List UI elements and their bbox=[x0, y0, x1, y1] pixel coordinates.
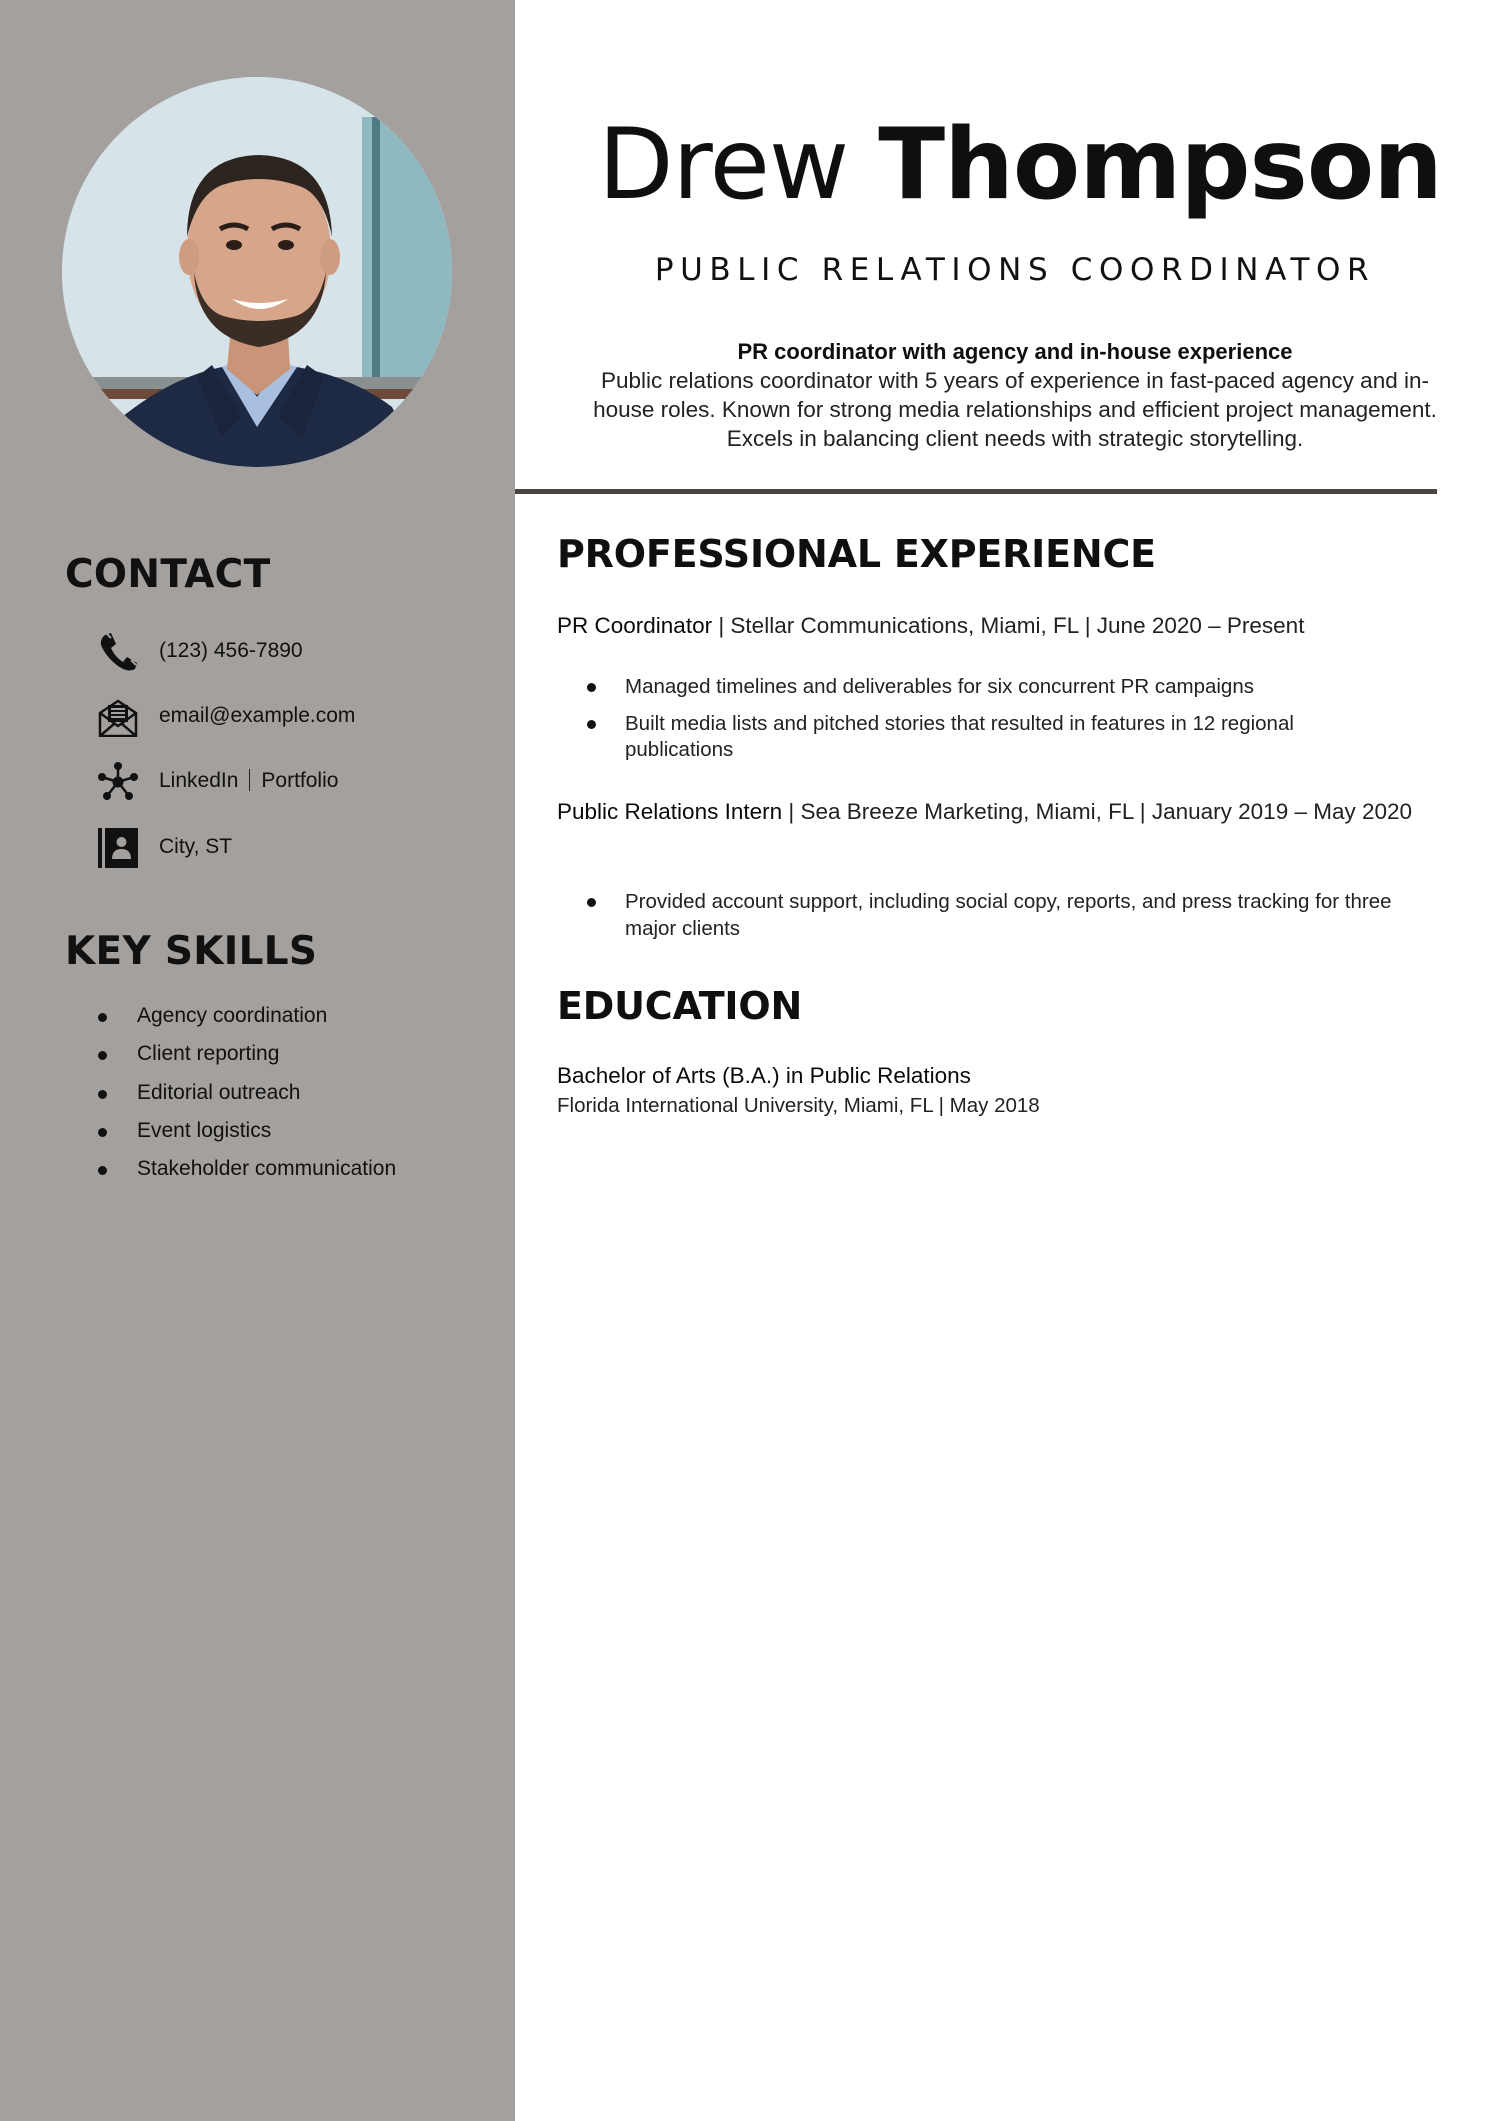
contact-book-icon bbox=[98, 828, 138, 868]
job-details: | Stellar Communications, Miami, FL | June 2020 – Present bbox=[712, 613, 1305, 638]
sidebar bbox=[0, 0, 515, 2121]
envelope-icon bbox=[98, 697, 138, 737]
skill-item: Client reporting bbox=[96, 1042, 396, 1080]
skill-item: Agency coordination bbox=[96, 1004, 396, 1042]
experience-heading: PROFESSIONAL EXPERIENCE bbox=[557, 532, 1156, 576]
job-entry-header bbox=[557, 612, 1417, 640]
profile-photo bbox=[62, 77, 452, 467]
education-heading: EDUCATION bbox=[557, 984, 803, 1028]
job-bullet: Built media lists and pitched stories that resulted in features in 12 regional publications bbox=[586, 711, 1406, 764]
skills-heading: KEY SKILLS bbox=[65, 929, 318, 974]
linkedin-link[interactable]: LinkedIn bbox=[159, 769, 239, 792]
summary bbox=[575, 337, 1455, 453]
location: City, ST bbox=[159, 835, 233, 858]
education-school: Florida International University, Miami, FL | May 2018 bbox=[557, 1094, 1040, 1117]
contact-heading: CONTACT bbox=[65, 552, 271, 597]
job-bullets bbox=[586, 674, 1406, 774]
header-divider bbox=[515, 489, 1437, 494]
contact-links-text bbox=[159, 769, 338, 793]
first-name: Drew bbox=[598, 108, 849, 222]
job-role: Public Relations Intern bbox=[557, 799, 783, 824]
email-address[interactable]: email@example.com bbox=[159, 704, 356, 727]
job-bullet: Provided account support, including social copy, reports, and press tracking for three major clients bbox=[586, 889, 1406, 942]
contact-email bbox=[98, 697, 498, 737]
candidate-name bbox=[514, 108, 1500, 222]
network-icon bbox=[98, 762, 138, 802]
phone-number[interactable]: (123) 456-7890 bbox=[159, 639, 303, 662]
skills-list bbox=[96, 1004, 396, 1195]
job-bullets bbox=[586, 889, 1406, 952]
job-bullet: Managed timelines and deliverables for six concurrent PR campaigns bbox=[586, 674, 1406, 701]
skill-item: Stakeholder communication bbox=[96, 1157, 396, 1195]
skill-item: Editorial outreach bbox=[96, 1081, 396, 1119]
phone-icon bbox=[98, 632, 138, 672]
portfolio-link[interactable]: Portfolio bbox=[261, 769, 339, 792]
contact-phone bbox=[98, 632, 498, 672]
education-degree: Bachelor of Arts (B.A.) in Public Relations bbox=[557, 1063, 971, 1088]
contact-location bbox=[98, 828, 498, 868]
job-title: PUBLIC RELATIONS COORDINATOR bbox=[654, 252, 1376, 288]
portrait-illustration bbox=[62, 77, 452, 467]
summary-headline: PR coordinator with agency and in-house experience bbox=[737, 339, 1293, 364]
skill-item: Event logistics bbox=[96, 1119, 396, 1157]
summary-body: Public relations coordinator with 5 years of experience in fast-paced agency and in-house roles. Known for strong media relationships and efficient project management. Excels in balancing client needs with strategic storytelling. bbox=[593, 368, 1437, 451]
job-role: PR Coordinator bbox=[557, 613, 713, 638]
last-name: Thompson bbox=[878, 108, 1442, 222]
link-separator bbox=[249, 769, 250, 791]
job-entry-header bbox=[557, 798, 1417, 826]
contact-links bbox=[98, 762, 498, 802]
job-details: | Sea Breeze Marketing, Miami, FL | January 2019 – May 2020 bbox=[782, 799, 1413, 824]
